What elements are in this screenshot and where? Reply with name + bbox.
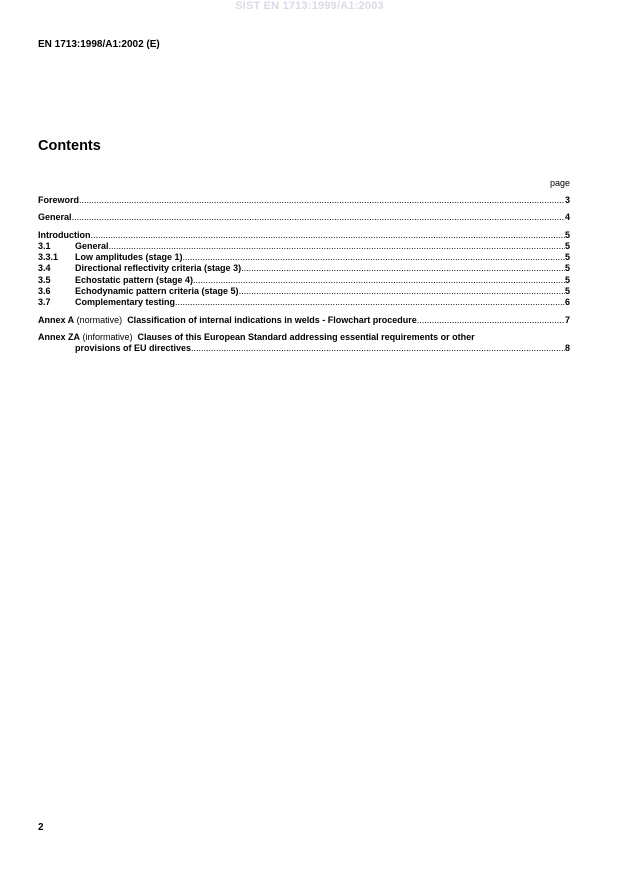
toc-entry-number: 3.7 bbox=[38, 297, 51, 308]
dot-leader bbox=[191, 343, 565, 354]
toc-entry-page: 4 bbox=[564, 212, 570, 223]
toc-entry-3-3-1[interactable] bbox=[38, 252, 570, 263]
toc-entry-3-7[interactable] bbox=[38, 297, 570, 308]
toc-entry-label: Echodynamic pattern criteria (stage 5) bbox=[75, 286, 239, 297]
toc-entry-label: Complementary testing bbox=[75, 297, 176, 308]
toc-entry-number: 3.6 bbox=[38, 286, 51, 297]
annex-title-line-1 bbox=[38, 332, 570, 343]
toc-entry-foreword[interactable] bbox=[38, 195, 570, 206]
toc-entry-label: General bbox=[38, 212, 72, 223]
toc-entry-number: 3.4 bbox=[38, 263, 51, 274]
toc-entry-number: 3.5 bbox=[38, 274, 51, 285]
annex-title: Clauses of this European Standard addressing essential requirements or other bbox=[137, 331, 475, 342]
annex-qualifier: (informative) bbox=[80, 331, 138, 342]
toc-entry-3-5[interactable] bbox=[38, 275, 570, 286]
toc-entry-3-4[interactable] bbox=[38, 263, 570, 274]
toc-entry-3-1[interactable] bbox=[38, 241, 570, 252]
dot-leader bbox=[79, 195, 565, 206]
toc-entry-annex-za[interactable] bbox=[38, 332, 570, 355]
toc-entry-label: Directional reflectivity criteria (stage 3) bbox=[75, 263, 242, 274]
dot-leader bbox=[175, 297, 565, 308]
dot-leader bbox=[72, 212, 565, 223]
dot-leader bbox=[183, 252, 565, 263]
contents-heading: Contents bbox=[38, 138, 101, 154]
toc-entry-3-6[interactable] bbox=[38, 286, 570, 297]
dot-leader bbox=[241, 263, 565, 274]
toc-entry-number: 3.3.1 bbox=[38, 252, 59, 263]
toc-entry-page: 5 bbox=[564, 274, 570, 285]
toc-entry-page: 8 bbox=[564, 343, 570, 354]
toc-entry-page: 5 bbox=[564, 252, 570, 263]
dot-leader bbox=[193, 275, 565, 286]
document-identifier: EN 1713:1998/A1:2002 (E) bbox=[38, 39, 160, 50]
toc-entry-label: provisions of EU directives bbox=[75, 343, 192, 354]
toc-entry-page: 3 bbox=[564, 195, 570, 205]
toc-entry-page: 5 bbox=[564, 229, 570, 240]
watermark: SIST EN 1713:1999/A1:2003 bbox=[235, 0, 384, 12]
toc-entry-label: General bbox=[75, 240, 109, 251]
page-number: 2 bbox=[38, 822, 44, 833]
toc-entry-label: Low amplitudes (stage 1) bbox=[75, 252, 183, 263]
toc-entry-label: Introduction bbox=[38, 229, 91, 240]
toc-entry-page: 7 bbox=[564, 314, 570, 325]
toc-entry-page: 6 bbox=[564, 297, 570, 308]
dot-leader bbox=[239, 286, 565, 297]
annex-prefix: Annex ZA bbox=[38, 331, 81, 342]
page-column-label: page bbox=[549, 178, 570, 188]
toc-entry-page: 5 bbox=[564, 240, 570, 251]
toc-entry-label: Foreword bbox=[38, 195, 80, 205]
toc-entry-label bbox=[38, 315, 417, 326]
annex-title: Classification of internal indications in welds - Flowchart procedure bbox=[127, 314, 417, 325]
table-of-contents bbox=[38, 195, 570, 355]
toc-entry-page: 5 bbox=[564, 286, 570, 297]
dot-leader bbox=[417, 315, 565, 326]
toc-entry-introduction[interactable] bbox=[38, 230, 570, 241]
toc-entry-label: Echostatic pattern (stage 4) bbox=[75, 274, 194, 285]
toc-entry-page: 5 bbox=[564, 263, 570, 274]
toc-entry-number: 3.1 bbox=[38, 240, 51, 251]
dot-leader bbox=[91, 230, 565, 241]
annex-title-line-2 bbox=[38, 343, 570, 354]
dot-leader bbox=[109, 241, 565, 252]
toc-entry-annex-a[interactable] bbox=[38, 315, 570, 326]
annex-prefix: Annex A bbox=[38, 314, 75, 325]
annex-qualifier: (normative) bbox=[74, 314, 128, 325]
toc-entry-general[interactable] bbox=[38, 212, 570, 223]
